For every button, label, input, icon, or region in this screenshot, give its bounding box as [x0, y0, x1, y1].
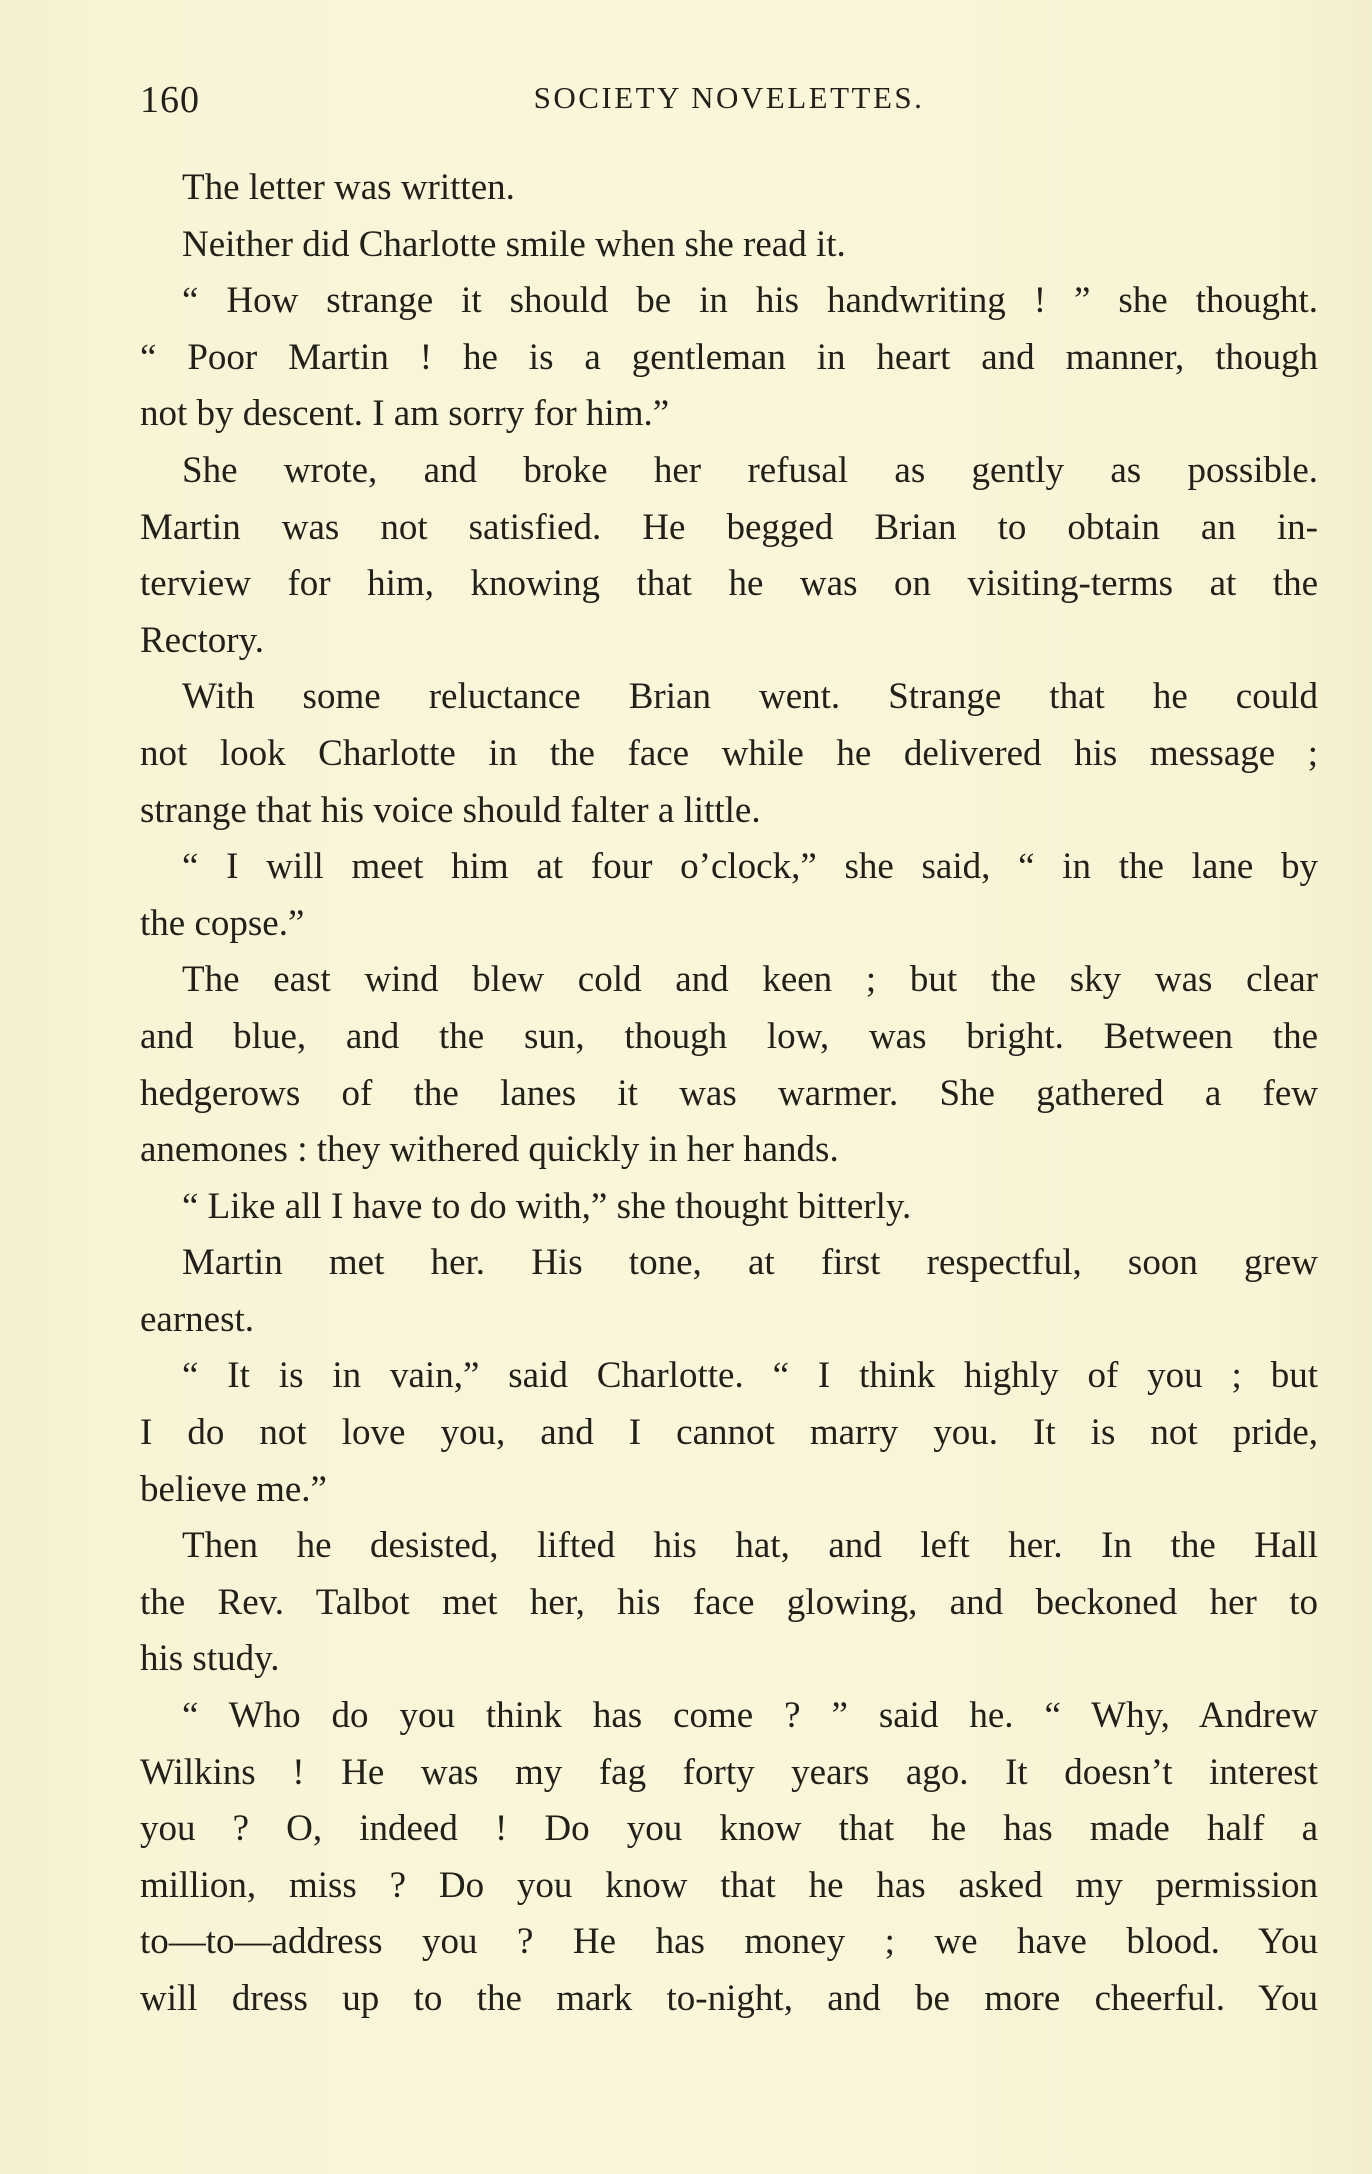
text-line: Martin was not satisfied. He begged Brian to obtain an in- [140, 506, 1318, 548]
text-line: I do not love you, and I cannot marry you. It is not pride, [140, 1412, 1318, 1454]
text-line: “ I will meet him at four o’clock,” she said, “ in the lane by [182, 846, 1318, 888]
text-line: not look Charlotte in the face while he delivered his message ; [140, 732, 1318, 774]
page-number: 160 [140, 79, 200, 121]
text-line: and blue, and the sun, though low, was bright. Between the [140, 1015, 1318, 1057]
text-line: anemones : they withered quickly in her hands. [140, 1129, 839, 1171]
text-line: the copse.” [140, 902, 305, 944]
text-line: his study. [140, 1638, 280, 1680]
text-line: “ Who do you think has come ? ” said he. “ Why, Andrew [182, 1695, 1318, 1737]
text-line: With some reluctance Brian went. Strange that he could [182, 676, 1318, 718]
text-line: Martin met her. His tone, at first respectful, soon grew [182, 1242, 1318, 1284]
text-line: hedgerows of the lanes it was warmer. She gathered a few [140, 1072, 1318, 1114]
text-line: She wrote, and broke her refusal as gently as possible. [182, 449, 1318, 491]
text-line: strange that his voice should falter a little. [140, 789, 761, 831]
text-line: earnest. [140, 1298, 255, 1340]
text-line: terview for him, knowing that he was on visiting-terms at the [140, 563, 1318, 605]
text-line: Then he desisted, lifted his hat, and left her. In the Hall [182, 1525, 1318, 1567]
text-line: you ? O, indeed ! Do you know that he has made half a [140, 1808, 1318, 1850]
running-head: SOCIETY NOVELETTES. [533, 80, 925, 115]
text-line: “ Like all I have to do with,” she thought bitterly. [182, 1185, 912, 1227]
body-text [140, 160, 1318, 2028]
text-line: The east wind blew cold and keen ; but the sky was clear [182, 959, 1318, 1001]
text-line: believe me.” [140, 1468, 327, 1510]
page-header [140, 78, 1318, 128]
text-line: “ How strange it should be in his handwriting ! ” she thought. [182, 280, 1318, 322]
text-line: “ It is in vain,” said Charlotte. “ I think highly of you ; but [182, 1355, 1318, 1397]
text-line: to—to—address you ? He has money ; we have blood. You [140, 1921, 1318, 1963]
text-line: “ Poor Martin ! he is a gentleman in heart and manner, though [140, 336, 1318, 378]
text-line: not by descent. I am sorry for him.” [140, 393, 670, 435]
text-line: The letter was written. [182, 167, 515, 208]
text-line: the Rev. Talbot met her, his face glowing, and beckoned her to [140, 1581, 1318, 1623]
text-line: Rectory. [140, 619, 264, 661]
text-line: Wilkins ! He was my fag forty years ago. It doesn’t interest [140, 1751, 1318, 1793]
text-line: will dress up to the mark to-night, and be more cheerful. You [140, 1978, 1318, 2019]
text-line: Neither did Charlotte smile when she read it. [182, 223, 846, 265]
text-line: million, miss ? Do you know that he has asked my permission [140, 1864, 1318, 1906]
